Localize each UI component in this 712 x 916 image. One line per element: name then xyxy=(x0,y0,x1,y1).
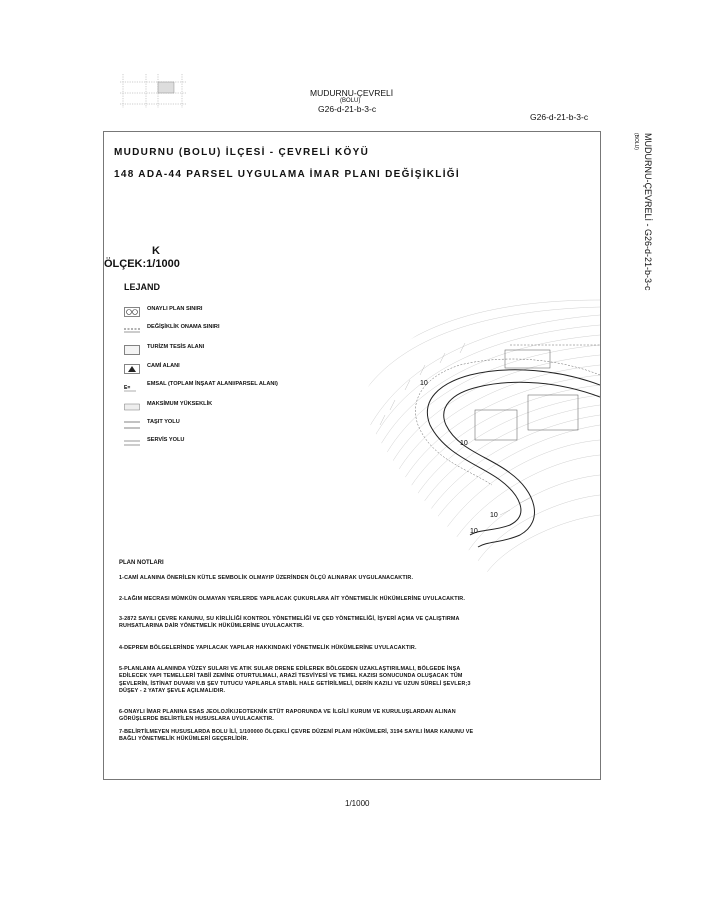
plan-note: 1-CAMİ ALANINA ÖNERİLEN KÜTLE SEMBOLİK OLMAYIP ÜZERİNDEN ÖLÇÜ ALINARAK UYGULANACAKTIR. xyxy=(119,575,414,581)
legend-item xyxy=(124,320,220,334)
plan-note: 6-ONAYLI İMAR PLANINA ESAS JEOLOJİK/JEOTEKNİK ETÜT RAPORUNDA VE İLGİLİ KURUM VE KURULUŞLARDAN ALINAN GÖRÜŞLERDE BELİRTİLEN HUSUSLARA UYULACAKTIR. xyxy=(119,709,456,723)
slope-hatching xyxy=(380,343,530,515)
plan-map xyxy=(360,285,600,575)
legend-item xyxy=(124,397,212,411)
amendment-boundary-icon xyxy=(124,322,140,332)
sheet-index-diagram xyxy=(120,74,190,110)
legend-label: DEĞİŞİKLİK ONAMA SINIRI xyxy=(147,324,220,330)
plan-note: 5-PLANLAMA ALANINDA YÜZEY SULARI VE ATIK SULAR DRENE EDİLEREK BÖLGEDEN UZAKLAŞTIRILMALI, BÖLGEDE İNŞA EDİLECEK YAPI TEMELLERİ TABİİ ZEMİNE OTURTULMALI, ARAZİ TESVİYESİ VE TEMEL KAZISI SONUCUNDA OLUŞACAK TÜM ŞEVLERİN, İSTİNAT DUVARI V.B ŞEV TUTUCU YAPILARLA STABİL HALE GETİRİLMELİ, DERİN KAZILI VE UZUN SÜRELİ ŞEVLER;3 DÜŞEY - 2 YATAY ŞEVLE AÇILMALIDIR. xyxy=(119,666,471,695)
vehicle-road-icon xyxy=(124,417,140,427)
plan-note: 2-LAĞIM MECRASI MÜMKÜN OLMAYAN YERLERDE YAPILACAK ÇUKURLARA AİT YÖNETMELİK HÜKÜMLERİNE UYULACAKTIR. xyxy=(119,596,465,602)
legend-label: ONAYLI PLAN SINIRI xyxy=(147,306,203,312)
tourism-parcel-north xyxy=(505,350,550,368)
side-label-text: MUDURNU-ÇEVRELİ - G26-d-21-b-3-c xyxy=(643,133,653,291)
max-height-icon xyxy=(124,399,140,409)
plan-scale: ÖLÇEK:1/1000 xyxy=(104,258,180,270)
legend-item xyxy=(124,302,202,316)
contour-lines xyxy=(360,300,600,575)
legend-item xyxy=(124,359,180,373)
side-label-sub: (BOLU) xyxy=(633,133,639,150)
plan-note: 4-DEPREM BÖLGELERİNDE YAPILACAK YAPILAR HAKKINDAKİ YÖNETMELİK HÜKÜMLERİNE UYULACAKTIR. xyxy=(119,645,417,651)
sheet-name: MUDURNU-ÇEVRELİ xyxy=(310,88,394,98)
north-arrow-letter: K xyxy=(152,245,160,257)
legend-label: EMSAL (TOPLAM İNŞAAT ALANI/PARSEL ALANI) xyxy=(147,381,278,387)
legend-label: CAMİ ALANI xyxy=(147,363,180,369)
legend-label: TAŞIT YOLU xyxy=(147,419,180,425)
road-width-label: 10 xyxy=(420,380,428,387)
svg-text:E=: E= xyxy=(124,385,131,391)
service-road-icon xyxy=(124,435,140,445)
plan-title-line2: 148 ADA-44 PARSEL UYGULAMA İMAR PLANI DEĞİŞİKLİĞİ xyxy=(114,169,460,180)
plan-notes-title: PLAN NOTLARI xyxy=(119,560,164,566)
legend-title: LEJAND xyxy=(124,282,161,292)
legend-item xyxy=(124,340,204,354)
road-width-label: 10 xyxy=(490,512,498,519)
legend-label: TURİZM TESİS ALANI xyxy=(147,344,205,350)
side-label xyxy=(640,133,658,291)
bottom-scale: 1/1000 xyxy=(345,799,370,808)
emsal-icon xyxy=(124,379,140,389)
road-width-label: 10 xyxy=(460,440,468,447)
sheet-code: G26-d-21-b-3-c xyxy=(318,104,377,114)
road-width-label: 10 xyxy=(470,528,478,535)
tourism-parcel xyxy=(528,395,578,430)
mosque-area-icon xyxy=(124,361,140,371)
side-label-sub-wrap xyxy=(630,133,648,150)
sheet-province: (BOLU) xyxy=(340,98,361,104)
sheet-code-right: G26-d-21-b-3-c xyxy=(530,112,589,122)
legend-item xyxy=(124,377,278,391)
plan-note: 3-2872 SAYILI ÇEVRE KANUNU, SU KİRLİLİĞİ KONTROL YÖNETMELİĞİ VE ÇED YÖNETMELİĞİ, İŞYERİ AÇMA VE ÇALIŞTIRMA RUHSATLARINA DAİR YÖNETMELİK HÜKÜMLERİNE UYULACAKTIR. xyxy=(119,616,460,630)
plan-title-line1: MUDURNU (BOLU) İLÇESİ - ÇEVRELİ KÖYÜ xyxy=(114,147,370,158)
legend-label: MAKSİMUM YÜKSEKLİK xyxy=(147,401,213,407)
index-grid xyxy=(120,74,190,110)
legend-item xyxy=(124,433,184,447)
legend-label: SERVİS YOLU xyxy=(147,437,185,443)
legend-item xyxy=(124,415,180,429)
approved-plan-boundary-icon xyxy=(124,304,140,314)
tourism-area-icon xyxy=(124,342,140,352)
plan-note: 7-BELİRTİLMEYEN HUSUSLARDA BOLU İLİ, 1/100000 ÖLÇEKLİ ÇEVRE DÜZENİ PLANI HÜKÜMLERİ, 3194 SAYILI İMAR KANUNU VE BAĞLI YÖNETMELİK HÜKÜMLERİ GEÇERLİDİR. xyxy=(119,729,474,743)
